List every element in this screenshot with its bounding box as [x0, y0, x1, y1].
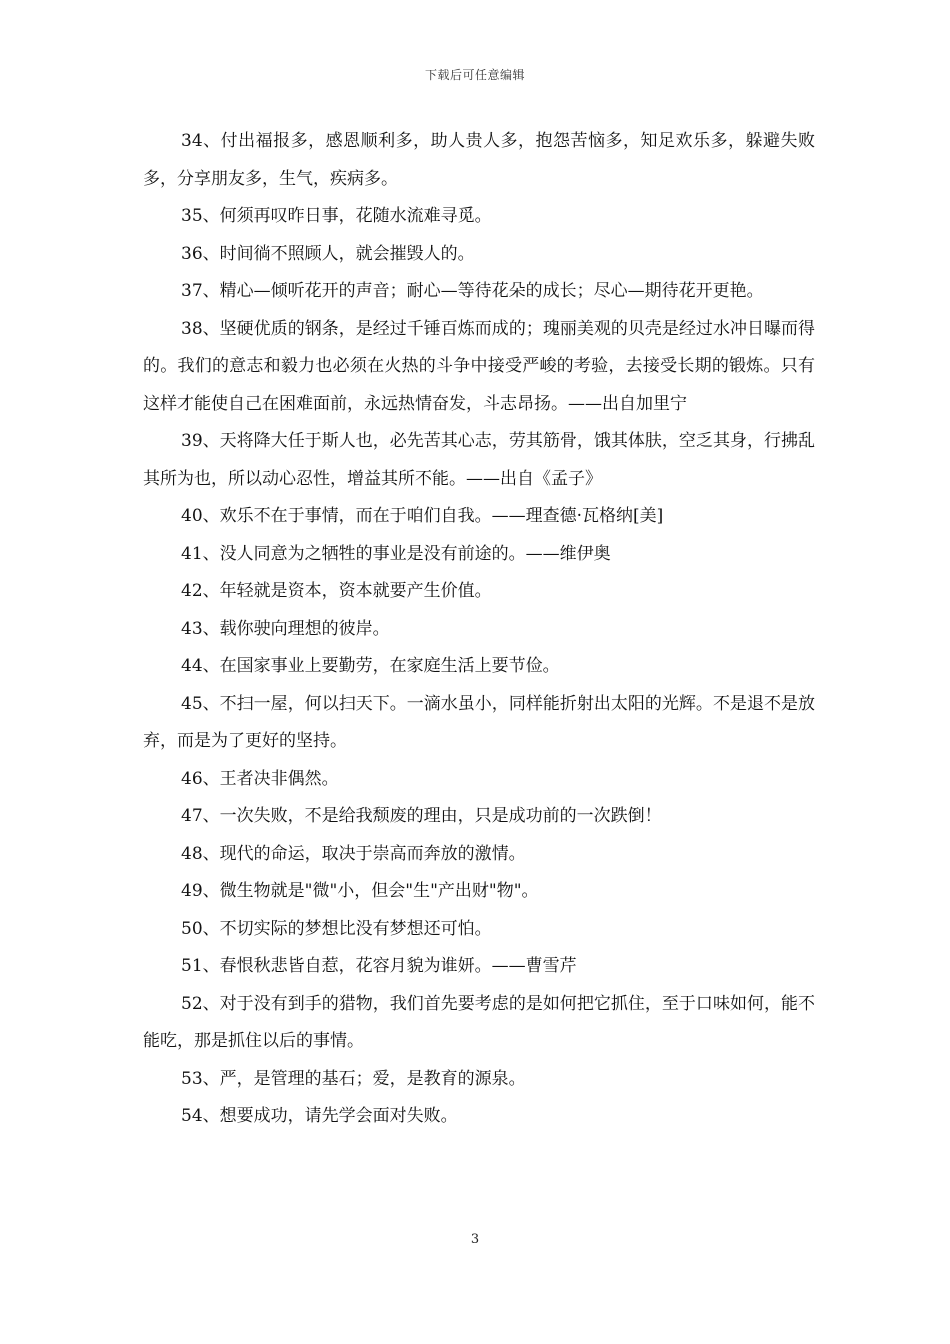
quote-paragraph: 47、一次失败，不是给我颓废的理由，只是成功前的一次跌倒！ [181, 806, 662, 826]
quote-paragraph: 46、王者决非偶然。 [181, 768, 339, 789]
quote-paragraph: 35、何须再叹昨日事，花随水流难寻觅。 [181, 206, 492, 226]
quote-paragraph: 51、春恨秋悲皆自惹，花容月貌为谁妍。——曹雪芹 [181, 956, 577, 976]
quote-paragraph: 48、现代的命运，取决于崇高而奔放的激情。 [181, 843, 526, 864]
quote-paragraph: 54、想要成功，请先学会面对失败。 [181, 1106, 458, 1126]
quote-paragraph: 49、微生物就是"微"小，但会"生"产出财"物"。 [181, 881, 539, 901]
quote-paragraph: 36、时间徜不照顾人，就会摧毁人的。 [181, 243, 475, 264]
quote-paragraph: 39、天将降大任于斯人也，必先苦其心志，劳其筋骨，饿其体肤，空乏其身，行拂乱其所为也，所以动心忍性，增益其所不能。——出自《孟子》 [143, 431, 815, 489]
quote-paragraph: 41、没人同意为之牺牲的事业是没有前途的。——维伊奥 [181, 543, 611, 564]
quote-paragraph: 42、年轻就是资本，资本就要产生价值。 [181, 581, 492, 601]
page-header: 下载后可任意编辑 [424, 68, 525, 82]
quote-paragraph: 34、付出福报多，感恩顺利多，助人贵人多，抱怨苦恼多，知足欢乐多，躲避失败多，分享朋友多，生气，疾病多。 [143, 131, 815, 189]
quote-paragraph: 52、对于没有到手的猎物，我们首先要考虑的是如何把它抓住，至于口味如何，能不能吃，那是抓住以后的事情。 [143, 993, 815, 1051]
quote-paragraph: 45、不扫一屋，何以扫天下。一滴水虽小，同样能折射出太阳的光辉。不是退不是放弃，而是为了更好的坚持。 [143, 693, 815, 751]
quote-paragraph: 37、精心—倾听花开的声音；耐心—等待花朵的成长；尽心—期待花开更艳。 [181, 281, 764, 301]
quote-paragraph: 53、严，是管理的基石；爱，是教育的源泉。 [181, 1068, 526, 1089]
page-number: 3 [470, 1232, 480, 1247]
quote-paragraph: 50、不切实际的梦想比没有梦想还可怕。 [181, 918, 492, 939]
quote-paragraph: 40、欢乐不在于事情，而在于咱们自我。——理查德·瓦格纳[美] [181, 506, 664, 526]
quote-paragraph: 38、坚硬优质的钢条，是经过千锤百炼而成的；瑰丽美观的贝壳是经过水冲日曝而得的。我们的意志和毅力也必须在火热的斗争中接受严峻的考验，去接受长期的锻炼。只有这样才能使自己在困难面前，永远热情奋发，斗志昂扬。——出自加里宁 [143, 318, 815, 414]
document-body [143, 123, 815, 1136]
quote-paragraph: 43、载你驶向理想的彼岸。 [181, 618, 390, 639]
quote-paragraph: 44、在国家事业上要勤劳，在家庭生活上要节俭。 [181, 656, 560, 676]
